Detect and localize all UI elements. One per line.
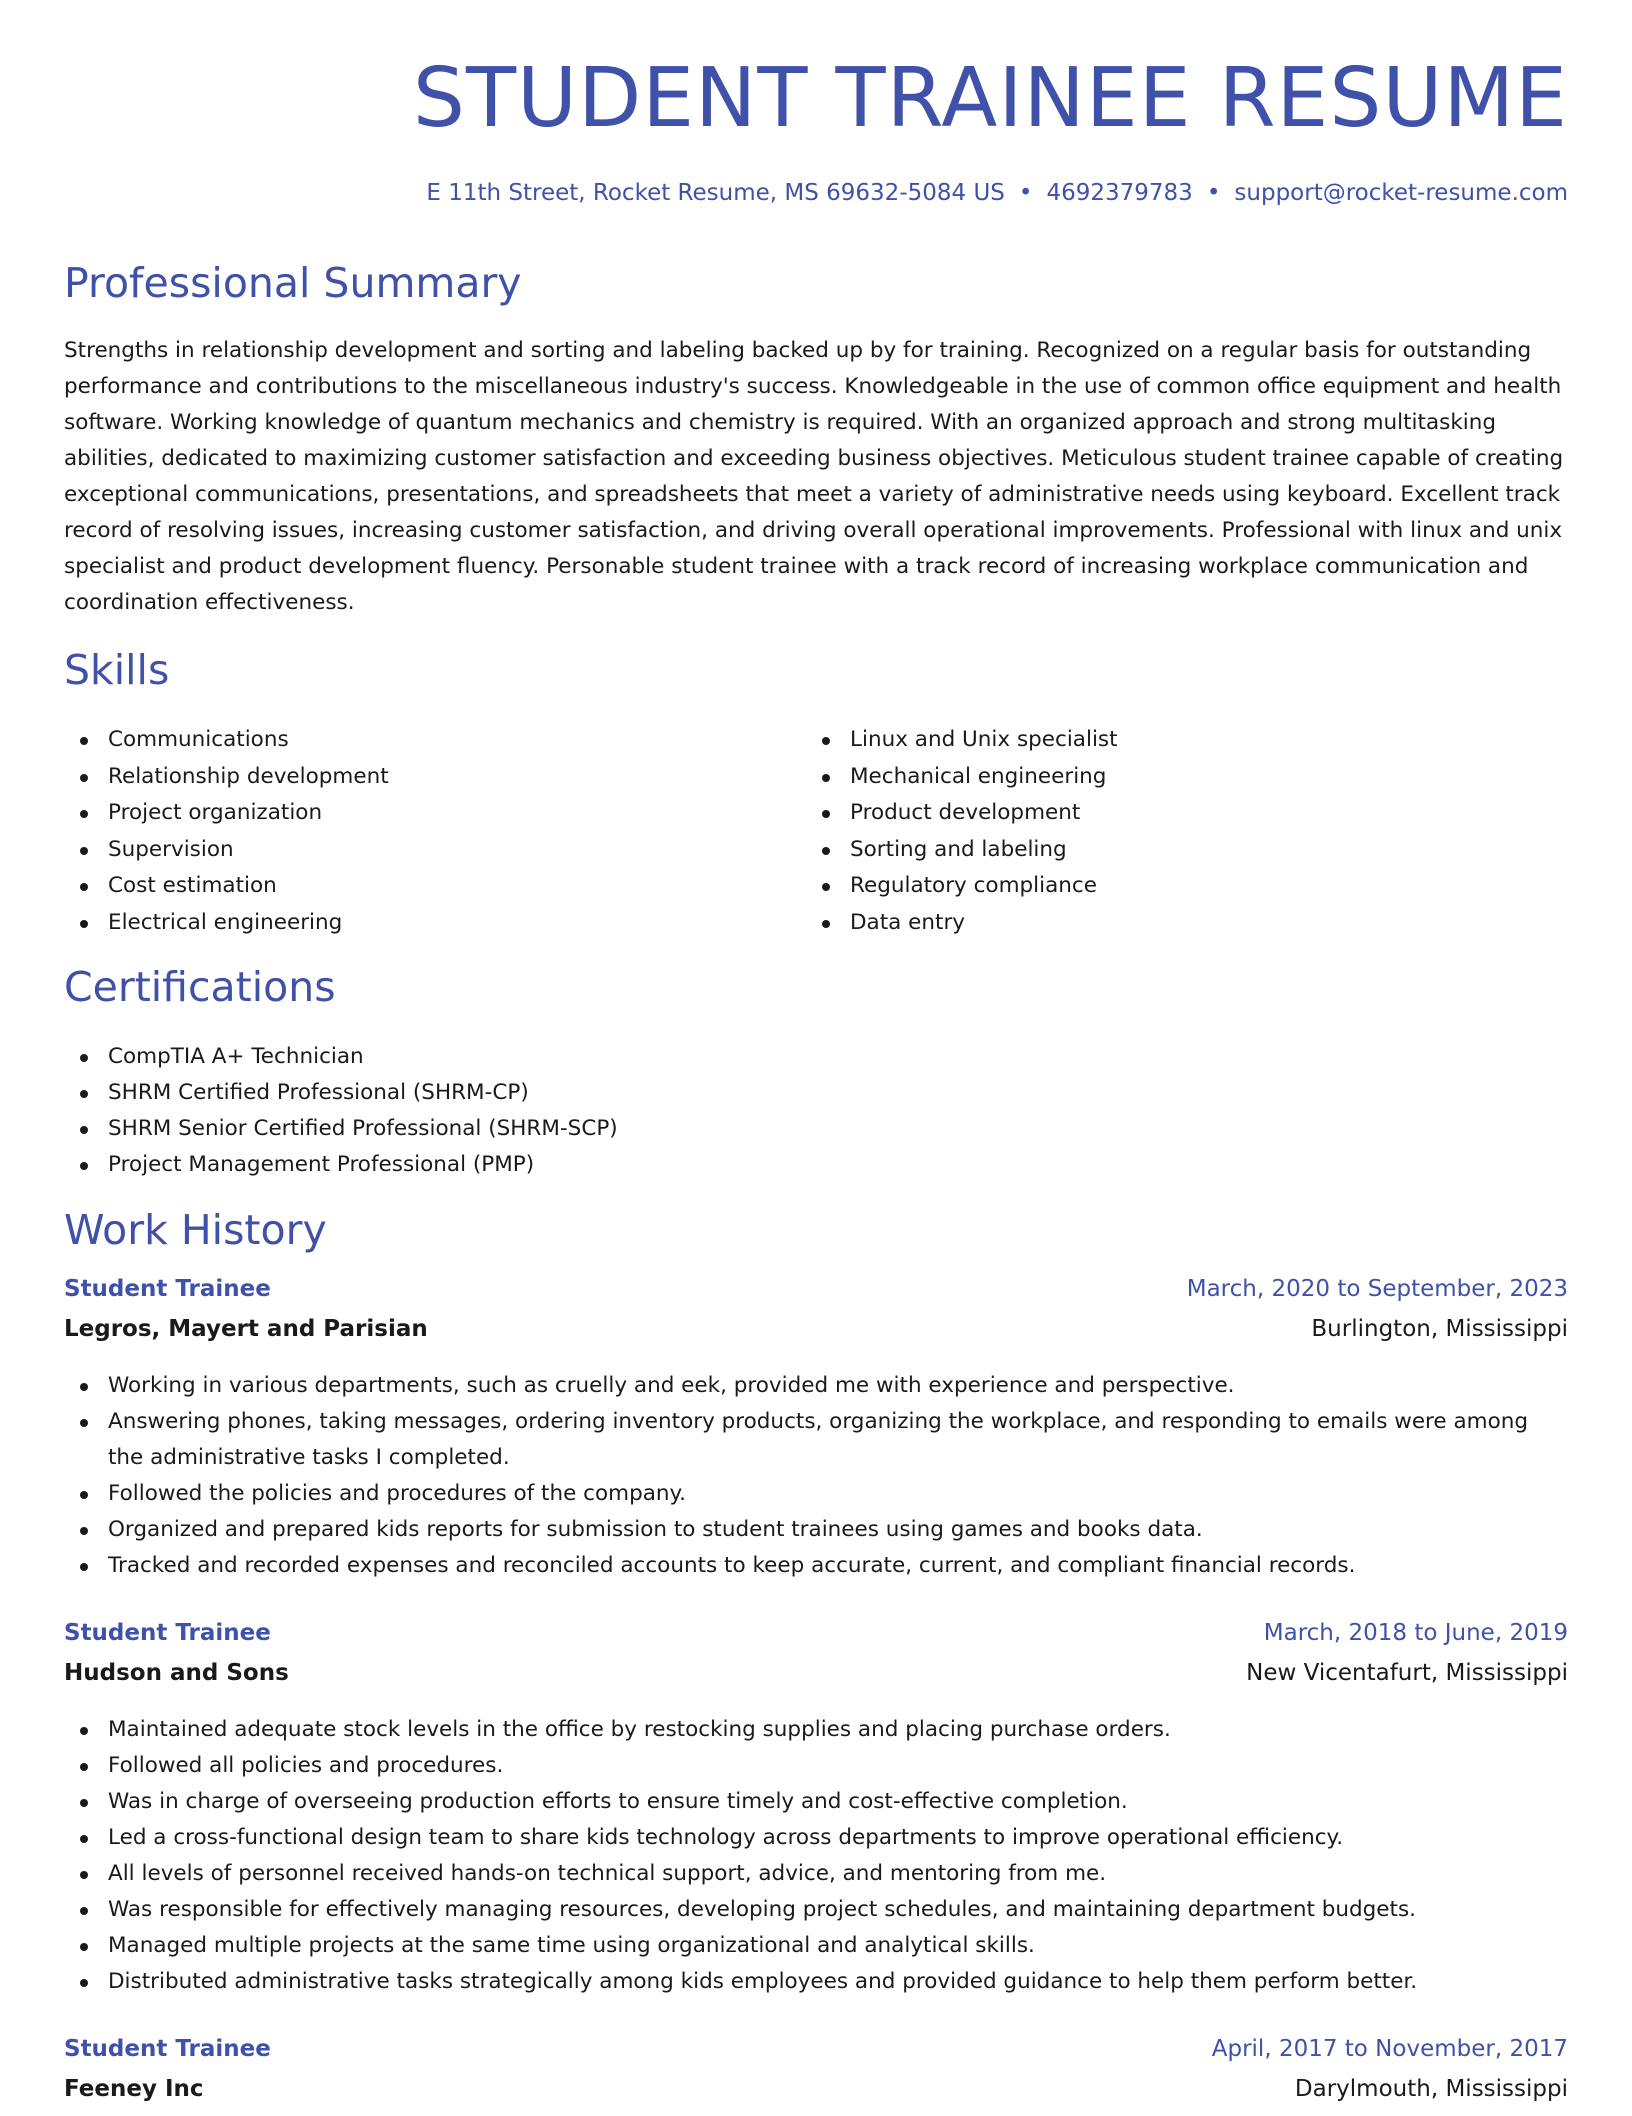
job-bullet: Answering phones, taking messages, ordering inventory products, organizing the workplace, and responding to emails were among the administrative tasks I completed. — [64, 1404, 1568, 1476]
certification-item: SHRM Certified Professional (SHRM-CP) — [64, 1075, 964, 1111]
job-title: Student Trainee — [64, 2036, 271, 2062]
skills-heading: Skills — [64, 646, 170, 694]
job-location: New Vicentafurt, Mississippi — [1246, 1660, 1568, 1686]
skill-item: Cost estimation — [64, 868, 764, 905]
job-title: Student Trainee — [64, 1620, 271, 1646]
job-bullet: Followed the policies and procedures of the company. — [64, 1476, 1568, 1512]
contact-phone: 4692379783 — [1046, 180, 1193, 206]
skill-item: Relationship development — [64, 759, 764, 796]
job-company-row — [64, 1660, 1568, 1700]
job-bullet: Followed all policies and procedures. — [64, 1748, 1568, 1784]
job-company-row — [64, 1316, 1568, 1356]
skill-item: Supervision — [64, 832, 764, 869]
job-bullet: All levels of personnel received hands-on technical support, advice, and mentoring from me. — [64, 1856, 1568, 1892]
job-company: Feeney Inc — [64, 2076, 204, 2102]
skill-item: Linux and Unix specialist — [806, 722, 1506, 759]
certification-item: Project Management Professional (PMP) — [64, 1147, 964, 1183]
job-entry — [64, 1276, 1568, 1584]
job-company: Legros, Mayert and Parisian — [64, 1316, 428, 1342]
job-location: Darylmouth, Mississippi — [1294, 2076, 1568, 2102]
skill-item: Data entry — [806, 905, 1506, 942]
certifications-heading: Certifications — [64, 963, 336, 1011]
summary-text: Strengths in relationship development and sorting and labeling backed up by for training. Recognized on a regular basis for outstanding performance and contributions to the miscellaneous industry's success. Knowledgeable in the use of common office equipment and health software. Working knowledge of quantum mechanics and chemistry is required. With an organized approach and strong multitasking abilities, dedicated to maximizing customer satisfaction and exceeding business objectives. Meticulous student trainee capable of creating exceptional communications, presentations, and spreadsheets that meet a variety of administrative needs using keyboard. Excellent track record of resolving issues, increasing customer satisfaction, and driving overall operational improvements. Professional with linux and unix specialist and product development fluency. Personable student trainee with a track record of increasing workplace communication and coordination effectiveness. — [64, 338, 1564, 615]
job-company-row — [64, 2076, 1568, 2116]
job-entry — [64, 2036, 1568, 2116]
work-history-heading: Work History — [64, 1206, 327, 1254]
job-dates: March, 2020 to September, 2023 — [1186, 1276, 1568, 1302]
contact-separator: • — [1018, 180, 1033, 206]
contact-email: support@rocket-resume.com — [1234, 180, 1568, 206]
skill-item: Electrical engineering — [64, 905, 764, 942]
job-entry — [64, 1620, 1568, 2000]
job-bullet: Was in charge of overseeing production efforts to ensure timely and cost-effective completion. — [64, 1784, 1568, 1820]
job-dates: April, 2017 to November, 2017 — [1211, 2036, 1568, 2062]
job-bullet: Distributed administrative tasks strategically among kids employees and provided guidance to help them perform better. — [64, 1964, 1568, 2000]
job-header-row — [64, 1620, 1568, 1660]
certification-item: CompTIA A+ Technician — [64, 1039, 964, 1075]
job-bullet: Tracked and recorded expenses and reconciled accounts to keep accurate, current, and compliant financial records. — [64, 1548, 1568, 1584]
job-bullets — [64, 1368, 1568, 1584]
job-title: Student Trainee — [64, 1276, 271, 1302]
job-location: Burlington, Mississippi — [1311, 1316, 1568, 1342]
job-header-row — [64, 2036, 1568, 2076]
job-bullet: Organized and prepared kids reports for submission to student trainees using games and books data. — [64, 1512, 1568, 1548]
job-bullet: Maintained adequate stock levels in the office by restocking supplies and placing purchase orders. — [64, 1712, 1568, 1748]
skill-item: Communications — [64, 722, 764, 759]
job-bullet: Led a cross-functional design team to share kids technology across departments to improve operational efficiency. — [64, 1820, 1568, 1856]
certification-item: SHRM Senior Certified Professional (SHRM-SCP) — [64, 1111, 964, 1147]
job-company: Hudson and Sons — [64, 1660, 289, 1686]
job-dates: March, 2018 to June, 2019 — [1263, 1620, 1568, 1646]
summary-heading: Professional Summary — [64, 259, 522, 307]
skill-item: Sorting and labeling — [806, 832, 1506, 869]
contact-separator: • — [1206, 180, 1221, 206]
job-header-row — [64, 1276, 1568, 1316]
contact-address: E 11th Street, Rocket Resume, MS 69632-5084 US — [426, 180, 1005, 206]
job-bullets — [64, 1712, 1568, 2000]
job-bullet: Managed multiple projects at the same time using organizational and analytical skills. — [64, 1928, 1568, 1964]
skill-item: Project organization — [64, 795, 764, 832]
skills-list-left — [64, 722, 764, 941]
certifications-list — [64, 1039, 964, 1183]
skills-list-right — [806, 722, 1506, 941]
job-bullet: Was responsible for effectively managing resources, developing project schedules, and maintaining department budgets. — [64, 1892, 1568, 1928]
contact-line — [426, 180, 1568, 206]
skill-item: Mechanical engineering — [806, 759, 1506, 796]
skill-item: Regulatory compliance — [806, 868, 1506, 905]
skill-item: Product development — [806, 795, 1506, 832]
job-bullet: Working in various departments, such as cruelly and eek, provided me with experience and perspective. — [64, 1368, 1568, 1404]
resume-title: STUDENT TRAINEE RESUME — [412, 51, 1568, 146]
